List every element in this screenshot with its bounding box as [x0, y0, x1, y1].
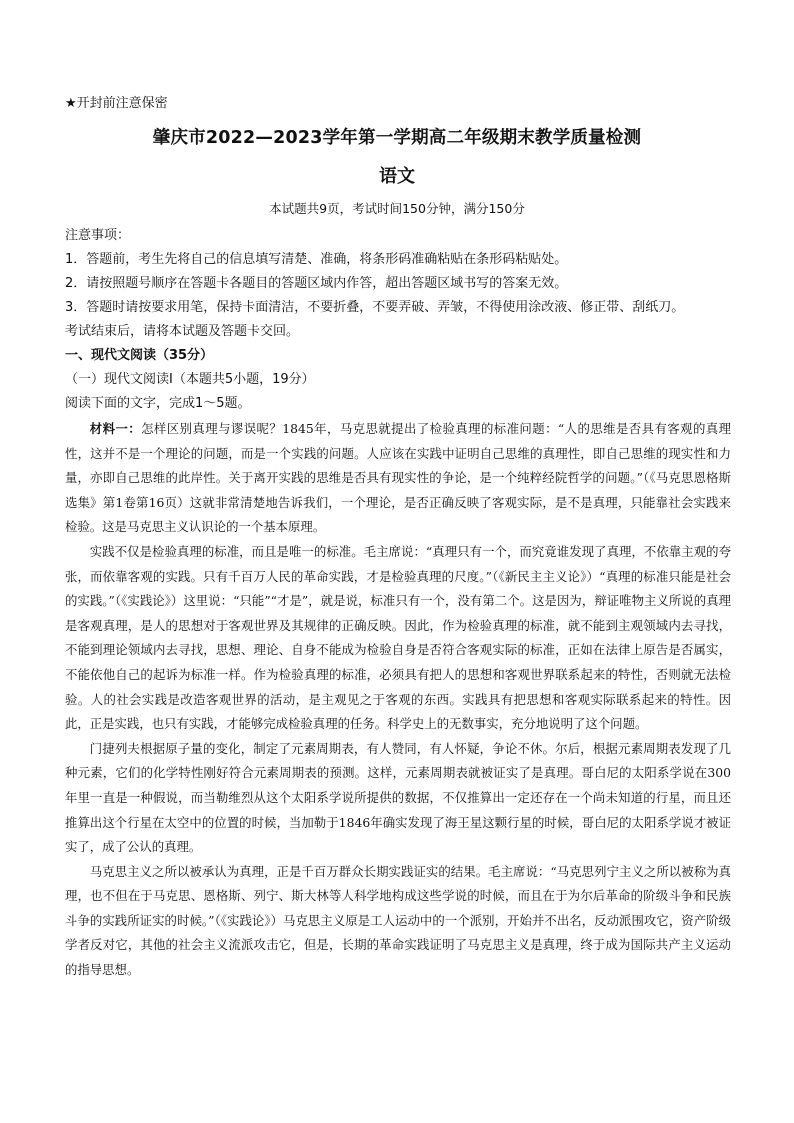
passage-paragraph: 马克思主义之所以被承认为真理，正是千百万群众长期实践证实的结果。毛主席说：“马克思列宁主义之所以被称为真理，也不但在于马克思、恩格斯、列宁、斯大林等人科学地构成这些学说的时候，而且在于为尔后革命的阶级斗争和民族斗争的实践所证实的时候。”（《实践论》）马克思主义原是工人运动中的一个派别，开始并不出名，反动派围攻它，资产阶级学者反对它，其他的社会主义流派攻击它，但是，长期的革命实践证明了马克思主义是真理，终于成为国际共产主义运动的指导思想。 — [65, 863, 731, 978]
material-label: 材料一： — [89, 421, 142, 436]
notes-item: 2．请按照题号顺序在答题卡各题目的答题区域内作答，超出答题区域书写的答案无效。 — [65, 276, 568, 291]
notes-end: 考试结束后，请将本试题及答题卡交回。 — [65, 324, 300, 339]
passage-paragraph — [65, 417, 731, 540]
notes-heading: 注意事项： — [65, 228, 131, 243]
exam-info: 本试题共9页，考试时间150分钟，满分150分 — [269, 201, 525, 216]
subject-title: 语文 — [379, 166, 415, 187]
notes-item: 1．答题前，考生先将自己的信息填写清楚、准确，将条形码准确粘贴在条形码粘贴处。 — [65, 252, 568, 267]
reading-instruction: 阅读下面的文字，完成1～5题。 — [65, 396, 251, 411]
reading-passage — [65, 417, 731, 983]
paragraph-text: 怎样区别真理与谬误呢？1845年，马克思就提出了检验真理的标准问题：“人的思维是否具有客观的真理性，这并不是一个理论的问题，而是一个实践的问题。人应该在实践中证明自己思维的真理性，即自己思维的现实性和力量，亦即自己思维的此岸性。关于离开实践的思维是否具有现实性的争论，是一个纯粹经院哲学的问题。”（《马克思恩格斯选集》第1卷第16页）这就非常清楚地告诉我们，一个理论，是否正确反映了客观实际，是不是真理，只能靠社会实践来检验。这是马克思主义认识论的一个基本原理。 — [65, 421, 731, 535]
confidential-note: ★开封前注意保密 — [65, 96, 168, 111]
section-heading: 一、现代文阅读（35分） — [65, 348, 214, 363]
passage-paragraph: 实践不仅是检验真理的标准，而且是唯一的标准。毛主席说：“真理只有一个，而究竟谁发现了真理，不依靠主观的夸张，而依靠客观的实践。只有千百万人民的革命实践，才是检验真理的尺度。”（《新民主主义论》）“真理的标准只能是社会的实践。”（《实践论》）这里说：“只能”“才是”，就是说，标准只有一个，没有第二个。这是因为，辩证唯物主义所说的真理是客观真理，是人的思想对于客观世界及其规律的正确反映。因此，作为检验真理的标准，就不能到主观领域内去寻找，不能到理论领域内去寻找，思想、理论、自身不能成为检验自身是否符合客观实际的标准，正如在法律上原告是否属实，不能依他自己的起诉为标准一样。作为检验真理的标准，必须具有把人的思想和客观世界联系起来的特性，否则就无法检验。人的社会实践是改造客观世界的活动，是主观见之于客观的东西。实践具有把思想和客观实际联系起来的特性。因此，正是实践，也只有实践，才能够完成检验真理的任务。科学史上的无数事实，充分地说明了这个问题。 — [65, 543, 731, 732]
section-subheading: （一）现代文阅读Ⅰ（本题共5小题，19分） — [65, 372, 315, 387]
page-title: 肇庆市2022—2023学年第一学期高二年级期末教学质量检测 — [152, 128, 642, 148]
passage-paragraph: 门捷列夫根据原子量的变化，制定了元素周期表，有人赞同，有人怀疑，争论不休。尔后，根据元素周期表发现了几种元素，它们的化学特性刚好符合元素周期表的预测。这样，元素周期表就被证实了是真理。哥白尼的太阳系学说在300年里一直是一种假说，而当勒维烈从这个太阳系学说所提供的数据，不仅推算出一定还存在一个尚未知道的行星，而且还推算出这个行星在太空中的位置的时候，当加勒于1846年确实发现了海王星这颗行星的时候，哥白尼的太阳系学说才被证实了，成了公认的真理。 — [65, 740, 731, 855]
notes-block — [65, 224, 735, 416]
notes-item: 3．答题时请按要求用笔，保持卡面清洁，不要折叠，不要弄破、弄皱，不得使用涂改液、修正带、刮纸刀。 — [65, 300, 685, 315]
